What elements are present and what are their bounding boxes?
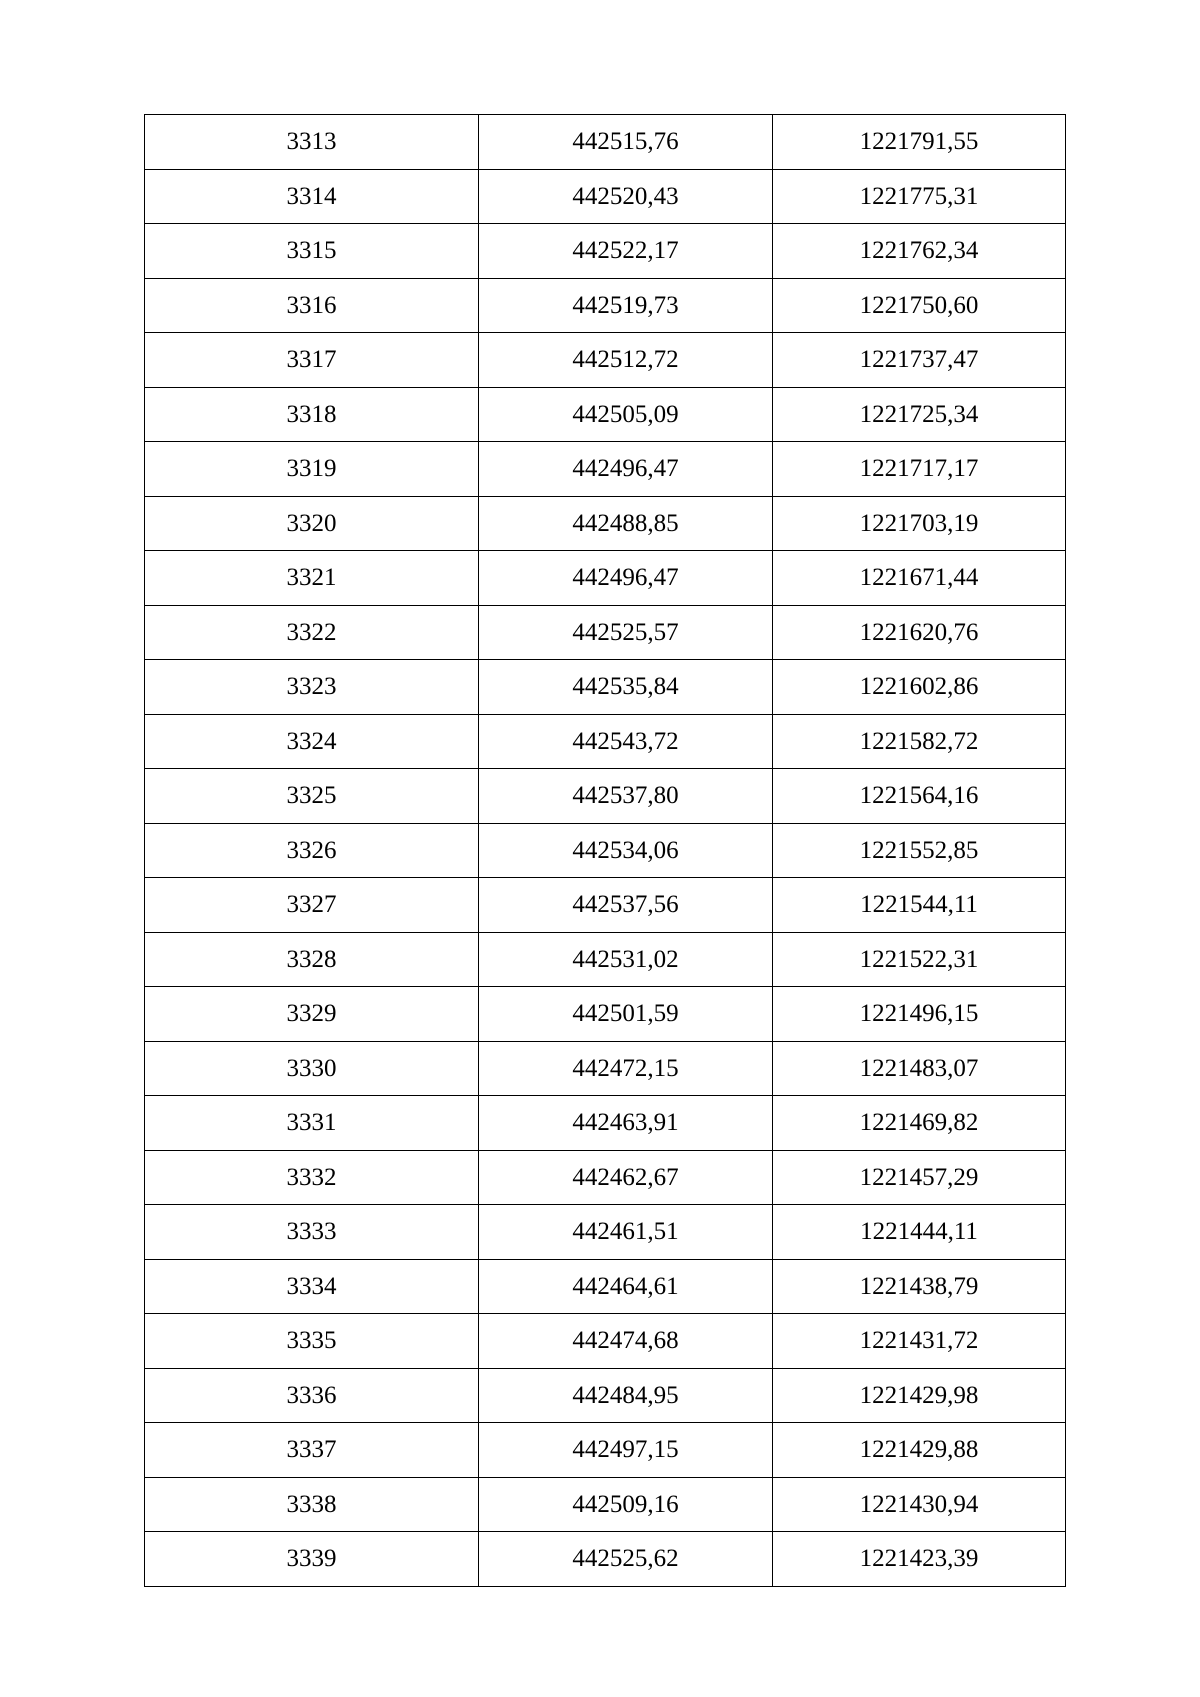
point-number-cell: 3321 [145,551,479,606]
table-row [145,224,1066,279]
y-coordinate-cell: 1221423,39 [773,1532,1066,1587]
y-coordinate-cell: 1221750,60 [773,278,1066,333]
point-number-cell: 3315 [145,224,479,279]
table-row [145,1041,1066,1096]
point-number-cell: 3330 [145,1041,479,1096]
x-coordinate-cell: 442525,57 [479,605,773,660]
x-coordinate-cell: 442515,76 [479,115,773,170]
point-number-cell: 3334 [145,1259,479,1314]
x-coordinate-cell: 442496,47 [479,442,773,497]
x-coordinate-cell: 442519,73 [479,278,773,333]
x-coordinate-cell: 442496,47 [479,551,773,606]
y-coordinate-cell: 1221602,86 [773,660,1066,715]
table-row [145,1314,1066,1369]
point-number-cell: 3337 [145,1423,479,1478]
table-row [145,442,1066,497]
point-number-cell: 3326 [145,823,479,878]
y-coordinate-cell: 1221775,31 [773,169,1066,224]
x-coordinate-cell: 442537,80 [479,769,773,824]
x-coordinate-cell: 442474,68 [479,1314,773,1369]
y-coordinate-cell: 1221483,07 [773,1041,1066,1096]
point-number-cell: 3322 [145,605,479,660]
point-number-cell: 3320 [145,496,479,551]
point-number-cell: 3339 [145,1532,479,1587]
x-coordinate-cell: 442488,85 [479,496,773,551]
y-coordinate-cell: 1221469,82 [773,1096,1066,1151]
point-number-cell: 3323 [145,660,479,715]
point-number-cell: 3327 [145,878,479,933]
y-coordinate-cell: 1221582,72 [773,714,1066,769]
y-coordinate-cell: 1221457,29 [773,1150,1066,1205]
table-row [145,987,1066,1042]
table-row [145,1532,1066,1587]
point-number-cell: 3329 [145,987,479,1042]
table-row [145,769,1066,824]
y-coordinate-cell: 1221522,31 [773,932,1066,987]
table-row [145,1259,1066,1314]
table-row [145,115,1066,170]
point-number-cell: 3328 [145,932,479,987]
table-row [145,169,1066,224]
point-number-cell: 3318 [145,387,479,442]
point-number-cell: 3325 [145,769,479,824]
y-coordinate-cell: 1221430,94 [773,1477,1066,1532]
coordinates-table-body [145,115,1066,1587]
y-coordinate-cell: 1221496,15 [773,987,1066,1042]
y-coordinate-cell: 1221544,11 [773,878,1066,933]
x-coordinate-cell: 442509,16 [479,1477,773,1532]
x-coordinate-cell: 442537,56 [479,878,773,933]
point-number-cell: 3332 [145,1150,479,1205]
x-coordinate-cell: 442505,09 [479,387,773,442]
y-coordinate-cell: 1221438,79 [773,1259,1066,1314]
y-coordinate-cell: 1221620,76 [773,605,1066,660]
point-number-cell: 3333 [145,1205,479,1260]
table-row [145,1205,1066,1260]
table-row [145,660,1066,715]
x-coordinate-cell: 442501,59 [479,987,773,1042]
y-coordinate-cell: 1221444,11 [773,1205,1066,1260]
point-number-cell: 3324 [145,714,479,769]
table-row [145,1423,1066,1478]
table-row [145,387,1066,442]
x-coordinate-cell: 442534,06 [479,823,773,878]
y-coordinate-cell: 1221671,44 [773,551,1066,606]
y-coordinate-cell: 1221703,19 [773,496,1066,551]
x-coordinate-cell: 442512,72 [479,333,773,388]
x-coordinate-cell: 442525,62 [479,1532,773,1587]
table-row [145,1096,1066,1151]
point-number-cell: 3313 [145,115,479,170]
point-number-cell: 3317 [145,333,479,388]
table-row [145,714,1066,769]
y-coordinate-cell: 1221431,72 [773,1314,1066,1369]
y-coordinate-cell: 1221552,85 [773,823,1066,878]
coordinates-table [144,114,1066,1587]
table-row [145,605,1066,660]
point-number-cell: 3338 [145,1477,479,1532]
table-row [145,1368,1066,1423]
table-row [145,1477,1066,1532]
point-number-cell: 3314 [145,169,479,224]
point-number-cell: 3335 [145,1314,479,1369]
x-coordinate-cell: 442472,15 [479,1041,773,1096]
x-coordinate-cell: 442463,91 [479,1096,773,1151]
y-coordinate-cell: 1221429,88 [773,1423,1066,1478]
y-coordinate-cell: 1221429,98 [773,1368,1066,1423]
y-coordinate-cell: 1221737,47 [773,333,1066,388]
point-number-cell: 3336 [145,1368,479,1423]
point-number-cell: 3316 [145,278,479,333]
y-coordinate-cell: 1221791,55 [773,115,1066,170]
x-coordinate-cell: 442520,43 [479,169,773,224]
x-coordinate-cell: 442462,67 [479,1150,773,1205]
x-coordinate-cell: 442497,15 [479,1423,773,1478]
x-coordinate-cell: 442484,95 [479,1368,773,1423]
table-row [145,878,1066,933]
table-row [145,496,1066,551]
x-coordinate-cell: 442461,51 [479,1205,773,1260]
point-number-cell: 3331 [145,1096,479,1151]
x-coordinate-cell: 442535,84 [479,660,773,715]
y-coordinate-cell: 1221725,34 [773,387,1066,442]
table-row [145,278,1066,333]
table-row [145,1150,1066,1205]
y-coordinate-cell: 1221564,16 [773,769,1066,824]
x-coordinate-cell: 442522,17 [479,224,773,279]
table-row [145,823,1066,878]
point-number-cell: 3319 [145,442,479,497]
table-row [145,551,1066,606]
x-coordinate-cell: 442531,02 [479,932,773,987]
table-row [145,932,1066,987]
y-coordinate-cell: 1221717,17 [773,442,1066,497]
x-coordinate-cell: 442464,61 [479,1259,773,1314]
x-coordinate-cell: 442543,72 [479,714,773,769]
y-coordinate-cell: 1221762,34 [773,224,1066,279]
table-row [145,333,1066,388]
